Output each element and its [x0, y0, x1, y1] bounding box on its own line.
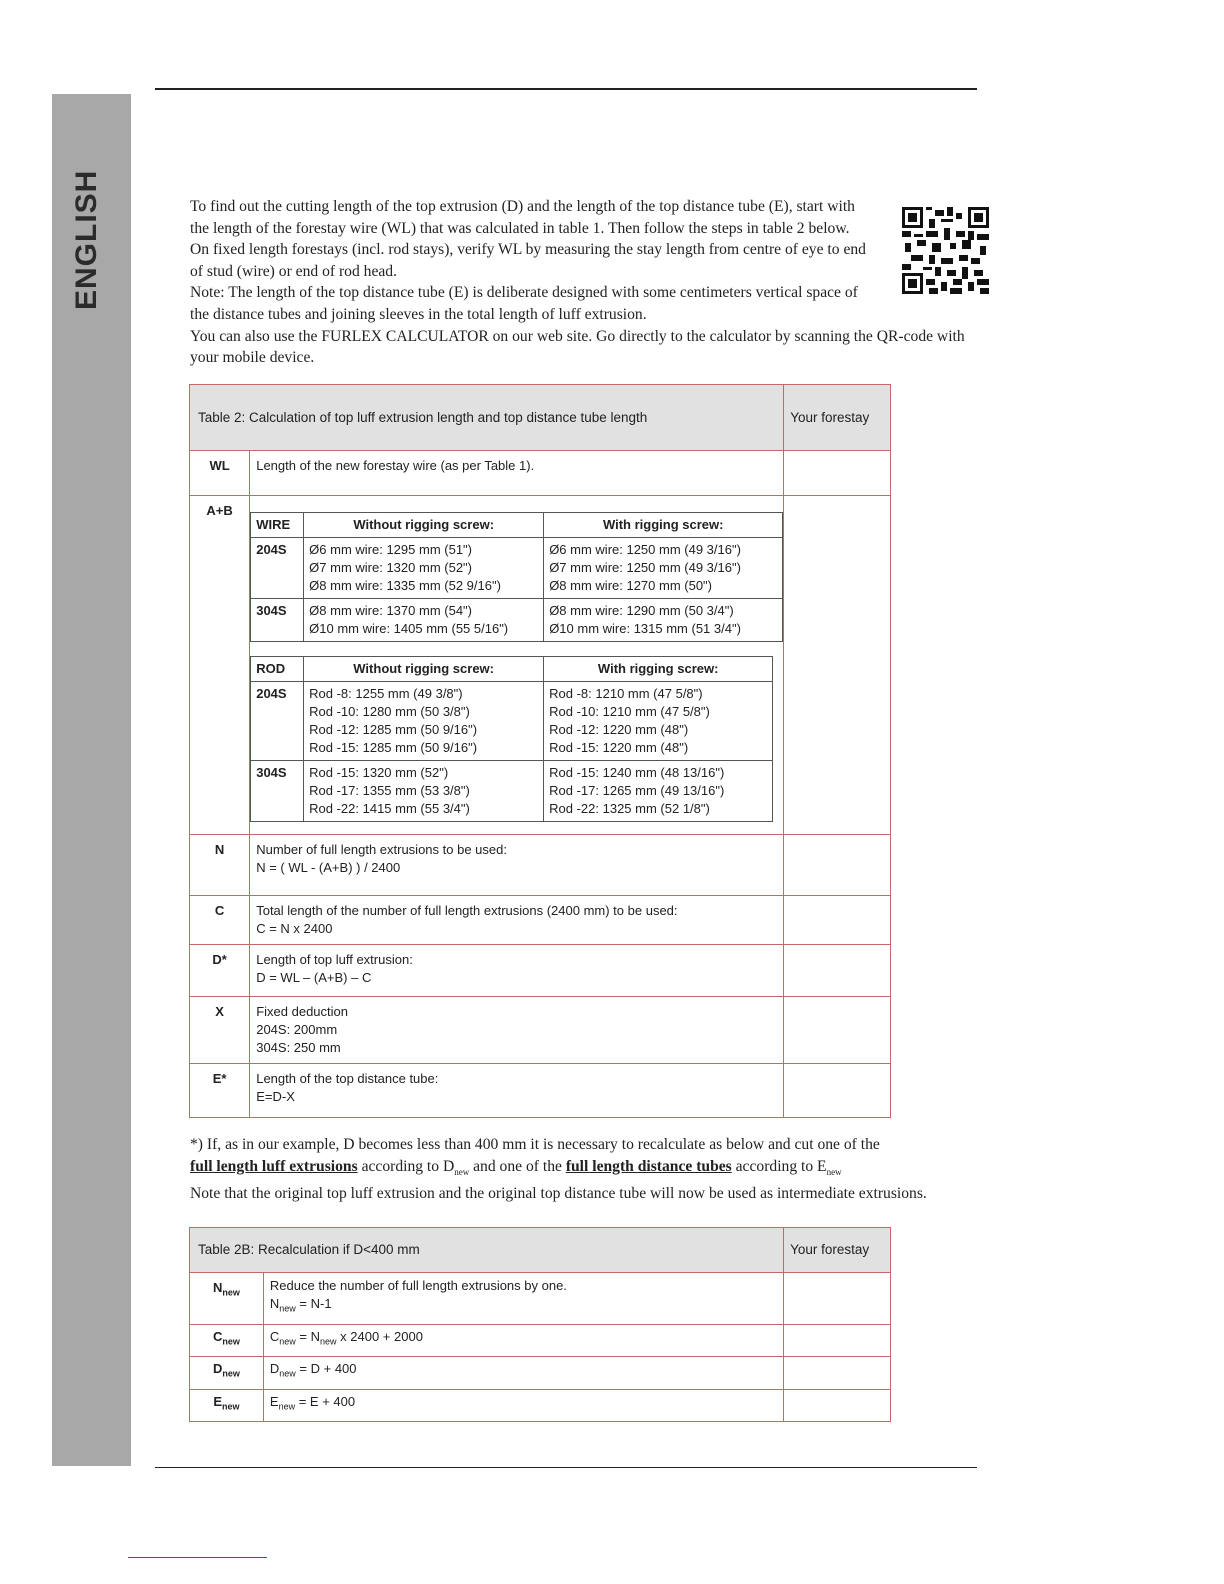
rod-value: Rod -15: 1220 mm (48") [549, 740, 689, 755]
rod-value: Rod -10: 1210 mm (47 5/8") [549, 704, 710, 719]
key-letter: C [213, 1328, 223, 1344]
row-key-e: E* [190, 1064, 250, 1118]
language-label: ENGLISH [70, 169, 103, 310]
your-forestay-cell-dnew[interactable] [784, 1357, 891, 1390]
key-sub: new [222, 1336, 240, 1347]
rod-value: Rod -17: 1265 mm (49 13/16") [549, 783, 725, 798]
note-line-3: Note that the original top luff extrusion and the original top distance tube will now be used as intermediate extrusions. [190, 1185, 927, 1203]
formula-enew [263, 1389, 783, 1422]
your-forestay-cell-wl[interactable] [784, 451, 891, 496]
formula-sub: new [320, 1336, 337, 1347]
row-desc-wl: Length of the new forestay wire (as per Table 1). [250, 451, 784, 496]
intro-paragraph-1: To find out the cutting length of the top extrusion (D) and the length of the top distance tube (E), start with the length of the forestay wire (WL) that was calculated in table 1. Then follow the steps in table 2 below. On fixed length forestays (incl. rod stays), verify WL by measuring the stay length from centre of eye to end of stud (wire) or end of rod head. [190, 198, 866, 280]
row-desc-d: Length of top luff extrusion: [256, 952, 413, 967]
note-text: and one of the [473, 1157, 562, 1175]
row-key-dnew [190, 1357, 264, 1390]
key-letter: E [213, 1393, 223, 1409]
wire-value: Ø8 mm wire: 1370 mm (54") [309, 603, 472, 618]
formula-part: D [269, 1361, 280, 1377]
rod-value: Rod -8: 1210 mm (47 5/8") [549, 686, 703, 701]
row-key-c: C [190, 896, 250, 945]
qr-code-icon[interactable] [902, 207, 989, 294]
recalculation-note [190, 1134, 990, 1205]
formula-c: C = N x 2400 [256, 921, 333, 936]
rod-row-304s: 304S [251, 761, 304, 822]
wire-value: Ø6 mm wire: 1250 mm (49 3/16") [549, 542, 741, 557]
row-key-wl: WL [190, 451, 250, 496]
formula-part: = D + 400 [295, 1361, 357, 1377]
formula-part: N [269, 1296, 280, 1311]
rod-header-with: With rigging screw: [544, 657, 773, 682]
rod-value: Rod -10: 1280 mm (50 3/8") [309, 704, 470, 719]
table-2 [189, 384, 891, 1118]
wire-row-304s: 304S [251, 599, 304, 642]
your-forestay-cell-enew[interactable] [784, 1389, 891, 1422]
wire-value: Ø10 mm wire: 1315 mm (51 3/4") [549, 621, 741, 636]
rod-header-without: Without rigging screw: [304, 657, 544, 682]
rod-value: Rod -8: 1255 mm (49 3/8") [309, 686, 463, 701]
your-forestay-cell-ab[interactable] [784, 496, 891, 835]
formula-sub: new [278, 1401, 296, 1412]
row-key-n: N [190, 835, 250, 896]
rod-row-204s: 204S [251, 682, 304, 761]
your-forestay-cell-n[interactable] [784, 835, 891, 896]
row-key-enew [190, 1389, 264, 1422]
row-key-nnew [190, 1273, 264, 1325]
rod-header-type: ROD [251, 657, 304, 682]
formula-part: = E + 400 [295, 1393, 356, 1409]
rod-value: Rod -15: 1240 mm (48 13/16") [549, 765, 725, 780]
formula-sub: new [279, 1303, 296, 1314]
deduction-304s: 304S: 250 mm [256, 1040, 341, 1055]
wire-value: Ø7 mm wire: 1250 mm (49 3/16") [549, 560, 741, 575]
your-forestay-cell-e[interactable] [784, 1064, 891, 1118]
intro-note: Note: The length of the top distance tube (E) is deliberate designed with some centimeters vertical space of the distance tubes and joining sleeves in the total length of luff extrusion. [190, 284, 858, 323]
row-desc-x: Fixed deduction [256, 1004, 348, 1019]
rod-value: Rod -15: 1285 mm (50 9/16") [309, 740, 478, 755]
footer-rule [155, 1467, 977, 1468]
formula-part: = N [295, 1328, 321, 1344]
key-sub: new [222, 1401, 240, 1412]
wire-header-with: With rigging screw: [544, 513, 783, 538]
row-key-x: X [190, 997, 250, 1064]
your-forestay-header-2b: Your forestay [784, 1228, 891, 1273]
formula-part: E [269, 1393, 279, 1409]
wire-row-204s: 204S [251, 538, 304, 599]
formula-cnew [263, 1324, 783, 1357]
rod-value: Rod -22: 1325 mm (52 1/8") [549, 801, 710, 816]
wire-value: Ø7 mm wire: 1320 mm (52") [309, 560, 472, 575]
wire-table [250, 512, 783, 642]
formula-sub: new [279, 1336, 296, 1347]
table-2b-title: Table 2B: Recalculation if D<400 mm [190, 1228, 784, 1273]
note-line-1: *) If, as in our example, D becomes less than 400 mm it is necessary to recalculate as below and cut one of the [190, 1136, 880, 1153]
note-text: according to D [361, 1157, 455, 1175]
formula-n: N = ( WL - (A+B) ) / 2400 [256, 860, 401, 875]
table-2-title: Table 2: Calculation of top luff extrusion length and top distance tube length [190, 385, 784, 451]
your-forestay-cell-c[interactable] [784, 896, 891, 945]
formula-part: = N-1 [295, 1296, 332, 1311]
your-forestay-cell-cnew[interactable] [784, 1324, 891, 1357]
row-key-ab: A+B [190, 496, 250, 835]
formula-sub: new [279, 1368, 296, 1379]
note-text: according to E [735, 1157, 827, 1175]
row-key-cnew [190, 1324, 264, 1357]
rod-value: Rod -12: 1285 mm (50 9/16") [309, 722, 478, 737]
row-desc-e: Length of the top distance tube: [256, 1071, 439, 1086]
footer-link-underline [128, 1557, 267, 1558]
rod-table [250, 656, 773, 822]
wire-value: Ø8 mm wire: 1270 mm (50") [549, 578, 713, 593]
wire-header-type: WIRE [251, 513, 304, 538]
wire-header-without: Without rigging screw: [304, 513, 544, 538]
your-forestay-cell-d[interactable] [784, 945, 891, 997]
your-forestay-header: Your forestay [784, 385, 891, 451]
intro-text [190, 196, 990, 369]
row-desc-nnew: Reduce the number of full length extrusions by one. [269, 1278, 567, 1293]
formula-dnew [263, 1357, 783, 1390]
formula-nnew [270, 1295, 777, 1318]
deduction-204s: 204S: 200mm [256, 1022, 338, 1037]
your-forestay-cell-x[interactable] [784, 997, 891, 1064]
wire-value: Ø8 mm wire: 1335 mm (52 9/16") [309, 578, 501, 593]
note-sub: new [454, 1166, 470, 1177]
wire-value: Ø6 mm wire: 1295 mm (51") [309, 542, 472, 557]
wire-value: Ø10 mm wire: 1405 mm (55 5/16") [309, 621, 509, 636]
formula-part: C [269, 1328, 280, 1344]
wire-value: Ø8 mm wire: 1290 mm (50 3/4") [549, 603, 734, 618]
key-sub: new [222, 1287, 240, 1298]
note-sub: new [826, 1166, 842, 1177]
table-2b [189, 1227, 891, 1422]
link-full-length-distance-tubes: full length distance tubes [565, 1157, 732, 1175]
key-sub: new [222, 1368, 240, 1379]
link-full-length-luff-extrusions: full length luff extrusions [190, 1157, 358, 1175]
rod-value: Rod -12: 1220 mm (48") [549, 722, 689, 737]
rod-value: Rod -17: 1355 mm (53 3/8") [309, 783, 470, 798]
your-forestay-cell-nnew[interactable] [784, 1273, 891, 1325]
formula-part: x 2400 + 2000 [336, 1328, 423, 1344]
header-rule [155, 88, 977, 90]
key-letter: D [213, 1361, 223, 1377]
rod-value: Rod -15: 1320 mm (52") [309, 765, 449, 780]
intro-calculator: You can also use the FURLEX CALCULATOR on our web site. Go directly to the calculator by scanning the QR-code with your mobile device. [190, 327, 965, 367]
key-letter: N [213, 1280, 223, 1295]
formula-e: E=D-X [256, 1089, 295, 1104]
row-desc-c: Total length of the number of full length extrusions (2400 mm) to be used: [256, 903, 678, 918]
row-key-d: D* [190, 945, 250, 997]
rod-value: Rod -22: 1415 mm (55 3/4") [309, 801, 470, 816]
row-desc-n: Number of full length extrusions to be used: [256, 842, 507, 857]
formula-d: D = WL – (A+B) – C [256, 970, 372, 985]
